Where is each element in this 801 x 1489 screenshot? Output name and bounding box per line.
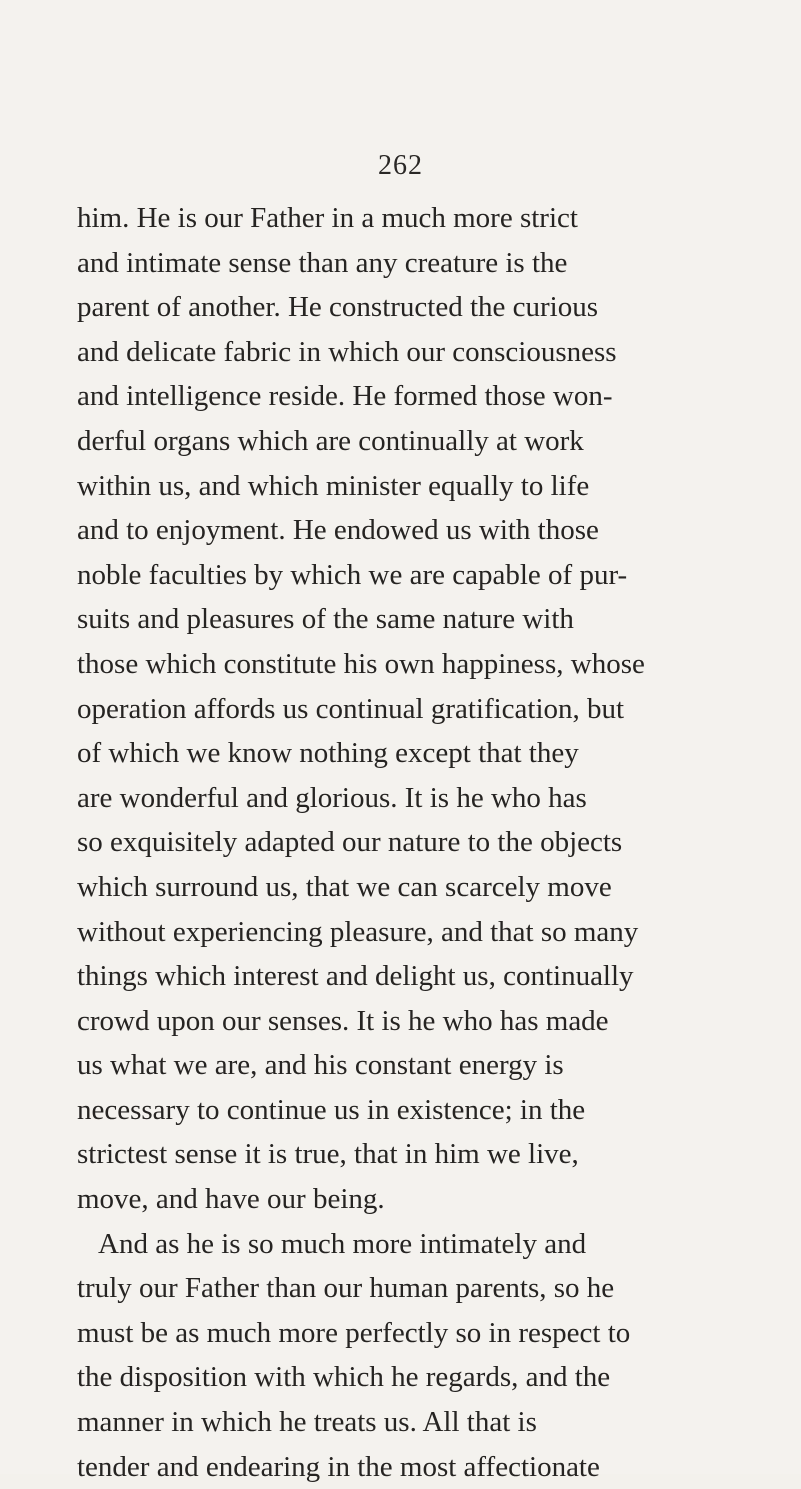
text-line: crowd upon our senses. It is he who has made	[77, 1004, 609, 1037]
text-line: within us, and which minister equally to life	[77, 469, 590, 502]
text-line: and intelligence reside. He formed those won-	[77, 380, 613, 413]
text-line: parent of another. He constructed the curious	[77, 291, 599, 324]
text-line: without experiencing pleasure, and that so many	[77, 915, 639, 948]
text-line: And as he is so much more intimately and	[98, 1227, 587, 1260]
text-line: things which interest and delight us, continually	[77, 960, 634, 993]
text-line: manner in which he treats us. All that is	[77, 1406, 537, 1439]
text-line: tender and endearing in the most affectionate	[77, 1450, 600, 1483]
text-line: strictest sense it is true, that in him we live,	[77, 1138, 579, 1171]
page-number: 262	[378, 150, 423, 181]
text-line: suits and pleasures of the same nature with	[77, 603, 574, 636]
text-line: must be as much more perfectly so in respect to	[77, 1316, 631, 1349]
text-line: of which we know nothing except that they	[77, 737, 579, 770]
text-line: necessary to continue us in existence; in the	[77, 1093, 586, 1126]
text-line: so exquisitely adapted our nature to the objects	[77, 826, 623, 859]
text-line: noble faculties by which we are capable of pur-	[77, 558, 628, 591]
text-line: which surround us, that we can scarcely move	[77, 870, 612, 903]
text-line: the disposition with which he regards, and the	[77, 1361, 611, 1394]
text-line: and intimate sense than any creature is the	[77, 246, 568, 279]
text-line: move, and have our being.	[77, 1183, 385, 1216]
text-line: us what we are, and his constant energy is	[77, 1049, 564, 1082]
text-line: and to enjoyment. He endowed us with those	[77, 514, 599, 547]
body-text	[77, 196, 797, 1489]
text-line: truly our Father than our human parents, so he	[77, 1272, 615, 1305]
text-line: operation affords us continual gratification, but	[77, 692, 625, 725]
text-line: him. He is our Father in a much more strict	[77, 202, 578, 234]
text-line: those which constitute his own happiness, whose	[77, 647, 645, 680]
text-line: and delicate fabric in which our consciousness	[77, 335, 617, 368]
text-line: are wonderful and glorious. It is he who has	[77, 781, 587, 814]
text-line: derful organs which are continually at work	[77, 424, 584, 457]
